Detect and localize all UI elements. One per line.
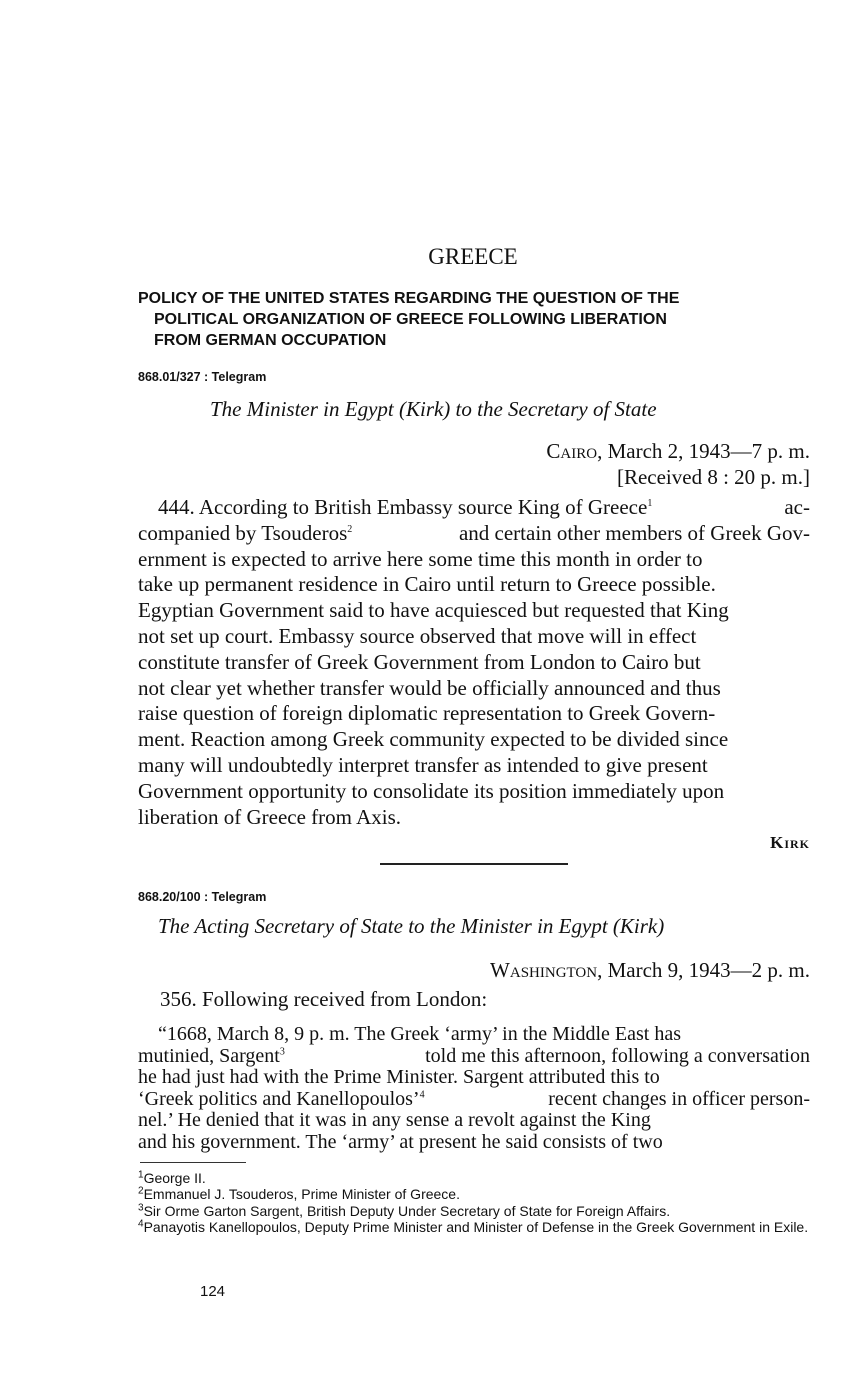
footnotes [138,1170,810,1236]
footnote-mark: 1 [138,1169,144,1181]
body-line: constitute transfer of Greek Government from London to Cairo but [138,649,701,674]
section-title: GREECE [428,244,518,269]
footnote [138,1219,810,1235]
body-line [138,495,810,521]
footnote [138,1170,810,1186]
body-line [138,521,810,547]
body-line: take up permanent residence in Cairo until return to Greece possible. [138,572,716,597]
text-run: companied by Tsouderos [138,520,348,545]
footnote-text: Emmanuel J. Tsouderos, Prime Minister of Greece. [143,1186,460,1203]
body-line: “1668, March 8, 9 p. m. The Greek ‘army’ in the Middle East has [158,1023,682,1045]
text-run: mutinied, Sargent [138,1044,280,1067]
doc1-date: , March 2, 1943—7 p. m. [597,439,810,463]
body-line: ernment is expected to arrive here some time this month in order to [138,546,703,571]
body-line: Egyptian Government said to have acquiesced but requested that King [138,598,729,623]
doc1-body [138,495,810,830]
footnote-mark: 2 [138,1185,144,1197]
doc2-place: Washington [490,958,598,982]
text-run: told me this afternoon, following a conversation [425,1044,810,1067]
text-run: 444. According to British Embassy source King of Greece [158,495,648,519]
body-line: he had just had with the Prime Minister. Sargent attributed this to [138,1066,660,1089]
signature: Kirk [770,833,810,852]
body-line: not clear yet whether transfer would be officially announced and thus [138,675,721,700]
footnote-ref: 1 [647,498,653,509]
text-run: recent changes in officer person- [548,1087,810,1110]
doc2-subtitle: The Acting Secretary of State to the Minister in Egypt (Kirk) [158,914,665,938]
doc2-dateline [490,958,810,983]
body-line: raise question of foreign diplomatic representation to Greek Govern- [138,701,716,726]
footnote-text: Sir Orme Garton Sargent, British Deputy Under Secretary of State for Foreign Affairs. [143,1202,671,1219]
body-line: Government opportunity to consolidate its position immediately upon [138,778,725,803]
doc1-dateline [546,439,810,464]
footnote [138,1186,810,1202]
doc2-date: , March 9, 1943—2 p. m. [597,958,810,982]
doc1-place: Cairo [546,439,598,463]
body-line: ment. Reaction among Greek community expected to be divided since [138,727,729,752]
footnote-ref: 4 [419,1089,425,1101]
body-line: and his government. The ‘army’ at present he said consists of two [138,1130,663,1153]
file-number-2: 868.20/100 : Telegram [138,890,267,904]
heading-line: POLICY OF THE UNITED STATES REGARDING THE QUESTION OF THE [138,290,680,307]
footnote-text: George II. [143,1170,206,1186]
doc2-intro: 356. Following received from London: [160,987,488,1011]
footnote-mark: 3 [138,1202,144,1214]
text-run: and certain other members of Greek Gov- [458,520,810,545]
body-line: nel.’ He denied that it was in any sense a revolt against the King [138,1109,651,1132]
text-run: ‘Greek politics and Kanellopoulos’ [138,1087,420,1110]
document-heading [138,288,828,351]
footnote-divider [140,1162,246,1163]
heading-line: FROM GERMAN OCCUPATION [154,332,387,349]
body-line [138,1089,810,1111]
page-number: 124 [200,1283,226,1300]
doc2-body [138,1024,810,1154]
body-line [138,1046,810,1068]
footnote-ref: 2 [347,523,353,535]
doc1-received: [Received 8 : 20 p. m.] [616,465,810,489]
footnote-ref: 3 [279,1045,285,1057]
body-line: not set up court. Embassy source observed that move will in effect [138,623,697,648]
section-divider [380,863,568,865]
doc1-subtitle: The Minister in Egypt (Kirk) to the Secretary of State [210,397,657,421]
body-line: many will undoubtedly interpret transfer as intended to give present [138,752,708,777]
heading-line: POLITICAL ORGANIZATION OF GREECE FOLLOWING LIBERATION [154,311,667,328]
body-line: liberation of Greece from Axis. [138,804,401,829]
file-number-1: 868.01/327 : Telegram [138,370,267,384]
footnote-mark: 4 [138,1218,144,1230]
text-run: ac- [784,495,810,519]
footnote [138,1203,810,1219]
footnote-text: Panayotis Kanellopoulos, Deputy Prime Minister and Minister of Defense in the Greek Government in Exile. [143,1219,809,1236]
